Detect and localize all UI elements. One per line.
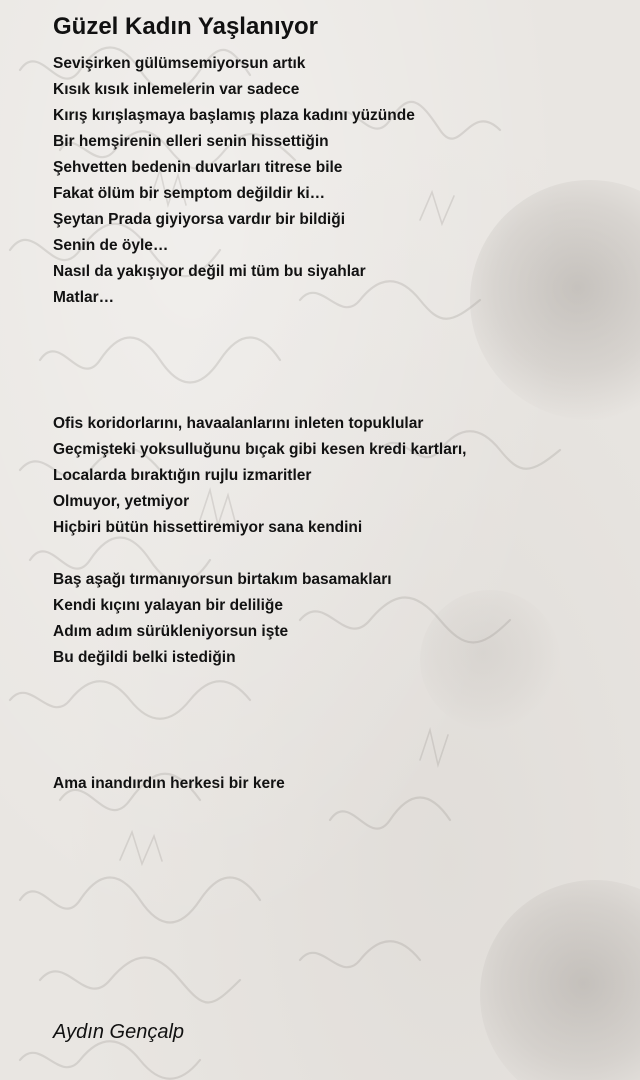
poem-line: Nasıl da yakışıyor değil mi tüm bu siyahlar xyxy=(53,263,366,280)
stanza-1 xyxy=(53,51,415,311)
poem-line: Adım adım sürükleniyorsun işte xyxy=(53,623,289,640)
poem-line: Bir hemşirenin elleri senin hissettiğin xyxy=(53,133,329,150)
poem-title: Güzel Kadın Yaşlanıyor xyxy=(53,13,318,40)
stanza-4 xyxy=(53,771,285,797)
poem-line: Kısık kısık inlemelerin var sadece xyxy=(53,81,300,98)
poem-line: Senin de öyle… xyxy=(53,237,169,254)
poem-line: Localarda bıraktığın rujlu izmaritler xyxy=(53,467,312,484)
stanza-3 xyxy=(53,567,392,671)
poem-line: Kırış kırışlaşmaya başlamış plaza kadını yüzünde xyxy=(53,107,415,124)
poem-line: Kendi kıçını yalayan bir deliliğe xyxy=(53,597,283,614)
poem-line: Matlar… xyxy=(53,289,115,306)
poem-line: Ofis koridorlarını, havaalanlarını inleten topuklular xyxy=(53,415,424,432)
stanza-2 xyxy=(53,411,467,541)
poem-line: Şeytan Prada giyiyorsa vardır bir bildiği xyxy=(53,211,346,228)
poem-line: Olmuyor, yetmiyor xyxy=(53,493,190,510)
poem-line: Geçmişteki yoksulluğunu bıçak gibi kesen kredi kartları, xyxy=(53,441,467,458)
poem-line: Bu değildi belki istediğin xyxy=(53,649,236,666)
poem-line: Baş aşağı tırmanıyorsun birtakım basamakları xyxy=(53,571,392,588)
poem-line: Sevişirken gülümsemiyorsun artık xyxy=(53,55,306,72)
poem-author: Aydın Gençalp xyxy=(53,1021,185,1043)
poem-line: Şehvetten bedenin duvarları titrese bile xyxy=(53,159,343,176)
poem-line: Fakat ölüm bir semptom değildir ki… xyxy=(53,185,326,202)
poem-line: Hiçbiri bütün hissettiremiyor sana kendini xyxy=(53,519,363,536)
poem-line: Ama inandırdın herkesi bir kere xyxy=(53,775,285,792)
